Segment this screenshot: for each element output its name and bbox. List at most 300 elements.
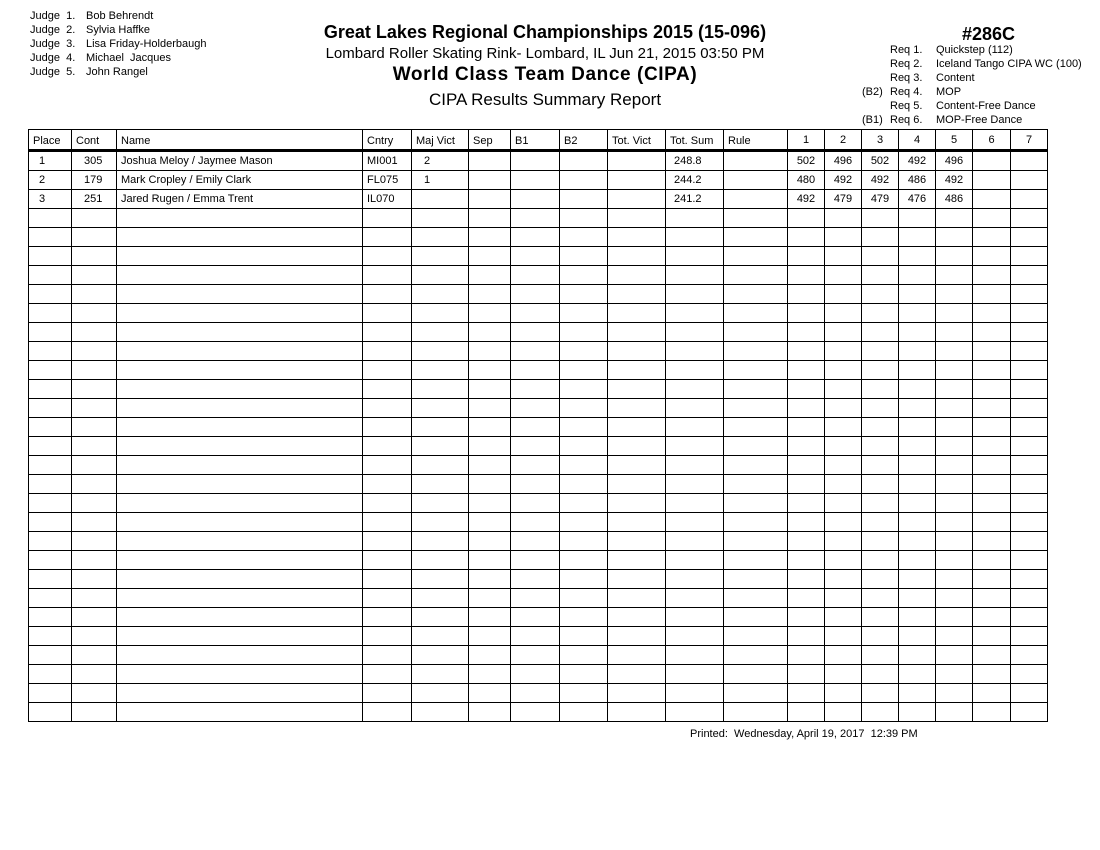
empty-cell: [666, 247, 724, 266]
cell-judge-3: 492: [862, 171, 899, 190]
empty-cell: [788, 703, 825, 722]
empty-cell: [469, 646, 511, 665]
empty-cell: [608, 494, 666, 513]
empty-cell: [1011, 589, 1048, 608]
table-row-empty: [29, 589, 1048, 608]
empty-cell: [724, 570, 788, 589]
empty-cell: [862, 684, 899, 703]
empty-cell: [825, 266, 862, 285]
cell-judge-1: 502: [788, 151, 825, 171]
empty-cell: [936, 532, 973, 551]
empty-cell: [973, 380, 1011, 399]
empty-cell: [608, 532, 666, 551]
col-judge-6: 6: [973, 130, 1011, 151]
empty-cell: [825, 456, 862, 475]
table-row: [29, 190, 1048, 209]
empty-cell: [724, 437, 788, 456]
empty-cell: [666, 665, 724, 684]
empty-cell: [1011, 475, 1048, 494]
empty-cell: [862, 361, 899, 380]
empty-cell: [936, 703, 973, 722]
empty-cell: [862, 323, 899, 342]
empty-cell: [936, 361, 973, 380]
empty-cell: [560, 285, 608, 304]
empty-cell: [363, 532, 412, 551]
empty-cell: [1011, 380, 1048, 399]
empty-cell: [560, 570, 608, 589]
table-row-empty: [29, 532, 1048, 551]
empty-cell: [724, 475, 788, 494]
req-name: Iceland Tango CIPA WC (100): [936, 58, 1082, 70]
empty-cell: [825, 703, 862, 722]
cell-tot-vict: [608, 190, 666, 209]
empty-cell: [862, 475, 899, 494]
empty-cell: [936, 266, 973, 285]
cell-name: Jared Rugen / Emma Trent: [117, 190, 363, 209]
empty-cell: [560, 494, 608, 513]
empty-cell: [862, 570, 899, 589]
req-label: Req 6.: [890, 114, 923, 126]
empty-cell: [973, 646, 1011, 665]
empty-cell: [29, 494, 72, 513]
empty-cell: [899, 684, 936, 703]
judge-1: [30, 9, 206, 23]
empty-cell: [899, 285, 936, 304]
empty-cell: [412, 570, 469, 589]
empty-cell: [973, 361, 1011, 380]
empty-cell: [560, 323, 608, 342]
empty-cell: [560, 380, 608, 399]
empty-cell: [511, 532, 560, 551]
col-judge-2: 2: [825, 130, 862, 151]
cell-maj-vict: 1: [412, 171, 469, 190]
empty-cell: [936, 475, 973, 494]
empty-cell: [666, 570, 724, 589]
empty-cell: [788, 209, 825, 228]
empty-cell: [29, 551, 72, 570]
empty-cell: [973, 494, 1011, 513]
empty-cell: [117, 570, 363, 589]
table-row-empty: [29, 513, 1048, 532]
empty-cell: [412, 589, 469, 608]
empty-cell: [117, 456, 363, 475]
empty-cell: [1011, 456, 1048, 475]
cell-judge-3: 502: [862, 151, 899, 171]
cell-b2: [560, 151, 608, 171]
empty-cell: [666, 589, 724, 608]
empty-cell: [72, 323, 117, 342]
empty-cell: [788, 399, 825, 418]
cell-judge-5: 496: [936, 151, 973, 171]
empty-cell: [72, 570, 117, 589]
table-row-empty: [29, 418, 1048, 437]
empty-cell: [469, 608, 511, 627]
empty-cell: [1011, 361, 1048, 380]
table-row-empty: [29, 266, 1048, 285]
empty-cell: [1011, 684, 1048, 703]
col-judge-3: 3: [862, 130, 899, 151]
cell-cntry: FL075: [363, 171, 412, 190]
empty-cell: [608, 456, 666, 475]
empty-cell: [363, 361, 412, 380]
empty-cell: [788, 456, 825, 475]
empty-cell: [899, 437, 936, 456]
empty-cell: [560, 342, 608, 361]
empty-cell: [511, 323, 560, 342]
empty-cell: [560, 703, 608, 722]
empty-cell: [936, 228, 973, 247]
empty-cell: [363, 456, 412, 475]
empty-cell: [511, 247, 560, 266]
empty-cell: [666, 228, 724, 247]
empty-cell: [29, 703, 72, 722]
empty-cell: [72, 646, 117, 665]
empty-cell: [1011, 228, 1048, 247]
empty-cell: [29, 228, 72, 247]
empty-cell: [29, 323, 72, 342]
cell-maj-vict: [412, 190, 469, 209]
empty-cell: [862, 304, 899, 323]
empty-cell: [608, 209, 666, 228]
empty-cell: [666, 304, 724, 323]
empty-cell: [666, 323, 724, 342]
empty-cell: [862, 703, 899, 722]
empty-cell: [29, 608, 72, 627]
empty-cell: [788, 532, 825, 551]
empty-cell: [469, 570, 511, 589]
empty-cell: [412, 342, 469, 361]
empty-cell: [29, 380, 72, 399]
empty-cell: [936, 684, 973, 703]
empty-cell: [1011, 570, 1048, 589]
empty-cell: [724, 266, 788, 285]
empty-cell: [363, 247, 412, 266]
empty-cell: [608, 627, 666, 646]
empty-cell: [412, 627, 469, 646]
empty-cell: [899, 646, 936, 665]
empty-cell: [117, 532, 363, 551]
empty-cell: [973, 323, 1011, 342]
empty-cell: [936, 513, 973, 532]
empty-cell: [412, 399, 469, 418]
empty-cell: [899, 456, 936, 475]
cell-cntry: MI001: [363, 151, 412, 171]
empty-cell: [825, 342, 862, 361]
table-body: [29, 151, 1048, 722]
empty-cell: [608, 437, 666, 456]
empty-cell: [825, 646, 862, 665]
cell-rule: [724, 151, 788, 171]
empty-cell: [788, 247, 825, 266]
empty-cell: [788, 627, 825, 646]
empty-cell: [1011, 285, 1048, 304]
empty-cell: [862, 342, 899, 361]
cell-sep: [469, 151, 511, 171]
empty-cell: [862, 608, 899, 627]
empty-cell: [899, 532, 936, 551]
empty-cell: [412, 323, 469, 342]
col-judge-5: 5: [936, 130, 973, 151]
cell-cont: 251: [72, 190, 117, 209]
empty-cell: [862, 418, 899, 437]
table-row-empty: [29, 399, 1048, 418]
empty-cell: [363, 589, 412, 608]
empty-cell: [1011, 399, 1048, 418]
empty-cell: [1011, 513, 1048, 532]
empty-cell: [363, 418, 412, 437]
empty-cell: [724, 513, 788, 532]
empty-cell: [825, 608, 862, 627]
cell-judge-6: [973, 151, 1011, 171]
empty-cell: [825, 627, 862, 646]
empty-cell: [29, 456, 72, 475]
judge-label: Judge 3.: [30, 38, 76, 50]
empty-cell: [560, 665, 608, 684]
cell-tot-vict: [608, 171, 666, 190]
empty-cell: [72, 304, 117, 323]
cell-judge-5: 486: [936, 190, 973, 209]
empty-cell: [412, 532, 469, 551]
req-label: Req 1.: [890, 44, 923, 56]
req-name: MOP: [936, 86, 962, 98]
empty-cell: [899, 551, 936, 570]
empty-cell: [973, 665, 1011, 684]
empty-cell: [899, 418, 936, 437]
empty-cell: [724, 456, 788, 475]
empty-cell: [72, 684, 117, 703]
empty-cell: [973, 399, 1011, 418]
empty-cell: [511, 570, 560, 589]
requirement-1: [862, 43, 1082, 57]
cell-judge-2: 492: [825, 171, 862, 190]
empty-cell: [511, 665, 560, 684]
empty-cell: [608, 247, 666, 266]
empty-cell: [117, 342, 363, 361]
cell-judge-6: [973, 171, 1011, 190]
req-label: Req 3.: [890, 72, 923, 84]
empty-cell: [511, 209, 560, 228]
empty-cell: [117, 627, 363, 646]
results-table: [28, 129, 1048, 722]
empty-cell: [862, 589, 899, 608]
empty-cell: [560, 228, 608, 247]
empty-cell: [117, 475, 363, 494]
empty-cell: [1011, 608, 1048, 627]
empty-cell: [117, 665, 363, 684]
empty-cell: [724, 361, 788, 380]
empty-cell: [862, 437, 899, 456]
empty-cell: [899, 323, 936, 342]
empty-cell: [899, 304, 936, 323]
empty-cell: [363, 513, 412, 532]
empty-cell: [899, 494, 936, 513]
cell-tot-sum: 241.2: [666, 190, 724, 209]
empty-cell: [825, 323, 862, 342]
empty-cell: [412, 418, 469, 437]
empty-cell: [973, 513, 1011, 532]
empty-cell: [825, 247, 862, 266]
table-row-empty: [29, 494, 1048, 513]
empty-cell: [117, 437, 363, 456]
empty-cell: [511, 551, 560, 570]
empty-cell: [412, 456, 469, 475]
col-b2: B2: [560, 130, 608, 151]
empty-cell: [862, 456, 899, 475]
empty-cell: [973, 589, 1011, 608]
cell-name: Mark Cropley / Emily Clark: [117, 171, 363, 190]
empty-cell: [117, 684, 363, 703]
judge-2: [30, 23, 206, 37]
empty-cell: [511, 361, 560, 380]
empty-cell: [560, 551, 608, 570]
judges-list: [30, 9, 206, 79]
cell-tot-sum: 244.2: [666, 171, 724, 190]
table-row: [29, 171, 1048, 190]
cell-name: Joshua Meloy / Jaymee Mason: [117, 151, 363, 171]
table-row-empty: [29, 475, 1048, 494]
empty-cell: [973, 627, 1011, 646]
empty-cell: [560, 361, 608, 380]
cell-judge-6: [973, 190, 1011, 209]
empty-cell: [936, 304, 973, 323]
empty-cell: [973, 703, 1011, 722]
empty-cell: [899, 266, 936, 285]
empty-cell: [412, 684, 469, 703]
empty-cell: [469, 437, 511, 456]
empty-cell: [1011, 247, 1048, 266]
empty-cell: [29, 418, 72, 437]
empty-cell: [862, 646, 899, 665]
empty-cell: [973, 418, 1011, 437]
empty-cell: [973, 304, 1011, 323]
table-row-empty: [29, 627, 1048, 646]
col-judge-7: 7: [1011, 130, 1048, 151]
empty-cell: [72, 209, 117, 228]
empty-cell: [788, 589, 825, 608]
cell-sep: [469, 190, 511, 209]
empty-cell: [608, 304, 666, 323]
empty-cell: [560, 209, 608, 228]
empty-cell: [936, 380, 973, 399]
empty-cell: [788, 684, 825, 703]
empty-cell: [788, 228, 825, 247]
empty-cell: [469, 494, 511, 513]
empty-cell: [608, 418, 666, 437]
empty-cell: [1011, 646, 1048, 665]
empty-cell: [72, 342, 117, 361]
cell-tot-sum: 248.8: [666, 151, 724, 171]
empty-cell: [412, 266, 469, 285]
table-row-empty: [29, 342, 1048, 361]
empty-cell: [608, 342, 666, 361]
empty-cell: [560, 456, 608, 475]
cell-place: 2: [29, 171, 72, 190]
empty-cell: [72, 399, 117, 418]
empty-cell: [511, 418, 560, 437]
table-row-empty: [29, 323, 1048, 342]
empty-cell: [511, 285, 560, 304]
empty-cell: [724, 627, 788, 646]
empty-cell: [469, 418, 511, 437]
empty-cell: [469, 684, 511, 703]
empty-cell: [899, 589, 936, 608]
judge-label: Judge 1.: [30, 10, 76, 22]
empty-cell: [788, 475, 825, 494]
empty-cell: [899, 703, 936, 722]
requirement-3: [862, 71, 1082, 85]
table-row-empty: [29, 570, 1048, 589]
empty-cell: [724, 703, 788, 722]
empty-cell: [608, 608, 666, 627]
empty-cell: [862, 247, 899, 266]
empty-cell: [608, 399, 666, 418]
empty-cell: [608, 323, 666, 342]
cell-judge-1: 492: [788, 190, 825, 209]
empty-cell: [666, 684, 724, 703]
col-sep: Sep: [469, 130, 511, 151]
empty-cell: [560, 304, 608, 323]
empty-cell: [973, 209, 1011, 228]
empty-cell: [973, 551, 1011, 570]
empty-cell: [825, 285, 862, 304]
empty-cell: [724, 285, 788, 304]
empty-cell: [973, 532, 1011, 551]
empty-cell: [469, 285, 511, 304]
empty-cell: [825, 494, 862, 513]
empty-cell: [412, 380, 469, 399]
empty-cell: [666, 437, 724, 456]
empty-cell: [936, 494, 973, 513]
empty-cell: [560, 684, 608, 703]
empty-cell: [469, 380, 511, 399]
empty-cell: [724, 608, 788, 627]
empty-cell: [862, 380, 899, 399]
judge-name: Lisa Friday-Holderbaugh: [86, 38, 207, 50]
empty-cell: [560, 513, 608, 532]
cell-cntry: IL070: [363, 190, 412, 209]
empty-cell: [936, 608, 973, 627]
cell-judge-2: 479: [825, 190, 862, 209]
cell-b2: [560, 171, 608, 190]
empty-cell: [560, 475, 608, 494]
empty-cell: [825, 228, 862, 247]
empty-cell: [511, 228, 560, 247]
empty-cell: [29, 209, 72, 228]
table-row-empty: [29, 304, 1048, 323]
table-row-empty: [29, 361, 1048, 380]
empty-cell: [899, 361, 936, 380]
empty-cell: [788, 608, 825, 627]
empty-cell: [825, 304, 862, 323]
empty-cell: [117, 494, 363, 513]
judge-4: [30, 51, 206, 65]
empty-cell: [511, 304, 560, 323]
empty-cell: [862, 399, 899, 418]
empty-cell: [936, 323, 973, 342]
empty-cell: [117, 228, 363, 247]
empty-cell: [666, 380, 724, 399]
empty-cell: [825, 684, 862, 703]
cell-b1: [511, 190, 560, 209]
empty-cell: [469, 399, 511, 418]
empty-cell: [72, 627, 117, 646]
empty-cell: [608, 684, 666, 703]
empty-cell: [608, 475, 666, 494]
report-title: CIPA Results Summary Report: [428, 90, 662, 109]
empty-cell: [469, 513, 511, 532]
empty-cell: [936, 570, 973, 589]
table-row: [29, 151, 1048, 171]
